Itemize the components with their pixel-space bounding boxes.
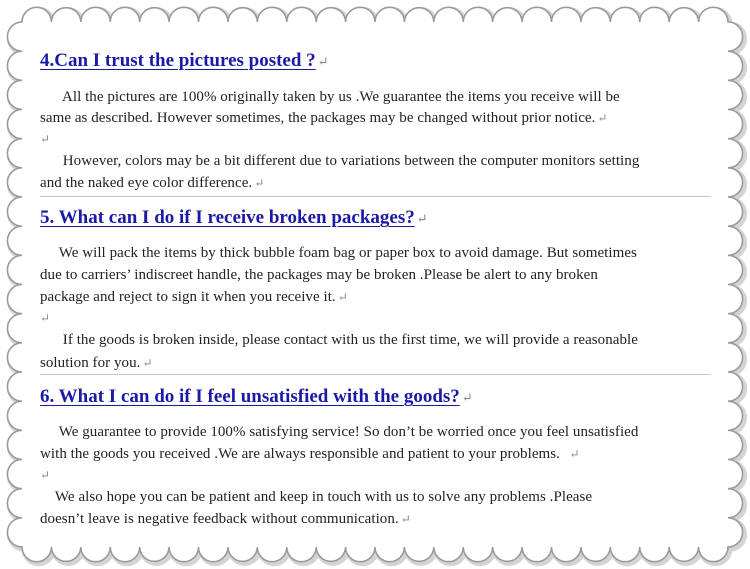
paragraph-mark: ↵ [416, 211, 428, 226]
empty-paragraph-mark: ↵ [40, 311, 51, 325]
faq-5-text-line: due to carriers’ indiscreet handle, the packages may be broken .Please be alert to any broken [40, 267, 598, 283]
faq-document [40, 0, 711, 569]
paragraph-mark: ↵ [317, 54, 329, 69]
faq-4-text-line: All the pictures are 100% originally taken by us .We guarantee the items you receive will be [40, 89, 620, 105]
faq-5-text-line: solution for you. ↵ [40, 355, 153, 371]
faq-6-text-line: We guarantee to provide 100% satisfying service! So don’t be worried once you feel unsatisfied [40, 424, 639, 440]
faq-5-text-line: We will pack the items by thick bubble foam bag or paper box to avoid damage. But sometimes [40, 245, 637, 261]
faq-4-text-line: and the naked eye color difference. ↵ [40, 175, 265, 191]
empty-paragraph-mark: ↵ [40, 468, 51, 482]
paragraph-mark: ↵ [142, 356, 153, 370]
paragraph-mark: ↵ [400, 512, 411, 526]
faq-4-text-line: However, colors may be a bit different due to variations between the computer monitors setting [40, 153, 640, 169]
paragraph-mark: ↵ [337, 290, 348, 304]
paragraph-mark: ↵ [569, 447, 580, 461]
faq-6-text-line: doesn’t leave is negative feedback without communication. ↵ [40, 511, 411, 527]
faq-5-text-line: If the goods is broken inside, please contact with us the first time, we will provide a reasonable [40, 332, 638, 348]
faq-6-text-line: with the goods you received .We are always responsible and patient to your problems. ↵ [40, 446, 580, 462]
section-divider [40, 374, 711, 375]
faq-6-text-line: We also hope you can be patient and keep in touch with us to solve any problems .Please [40, 489, 593, 505]
paragraph-mark: ↵ [461, 390, 473, 405]
faq-heading-5: 5. What can I do if I receive broken packages? ↵ [40, 207, 428, 228]
empty-paragraph-mark: ↵ [40, 132, 51, 146]
paragraph-mark: ↵ [254, 176, 265, 190]
section-divider [40, 196, 711, 197]
faq-5-text-line: package and reject to sign it when you receive it. ↵ [40, 289, 348, 305]
faq-heading-6: 6. What I can do if I feel unsatisfied with the goods? ↵ [40, 386, 473, 407]
paragraph-mark: ↵ [597, 111, 608, 125]
faq-4-text-line: same as described. However sometimes, the packages may be changed without prior notice. ↵ [40, 110, 608, 126]
faq-heading-4: 4.Can I trust the pictures posted ? ↵ [40, 50, 329, 71]
